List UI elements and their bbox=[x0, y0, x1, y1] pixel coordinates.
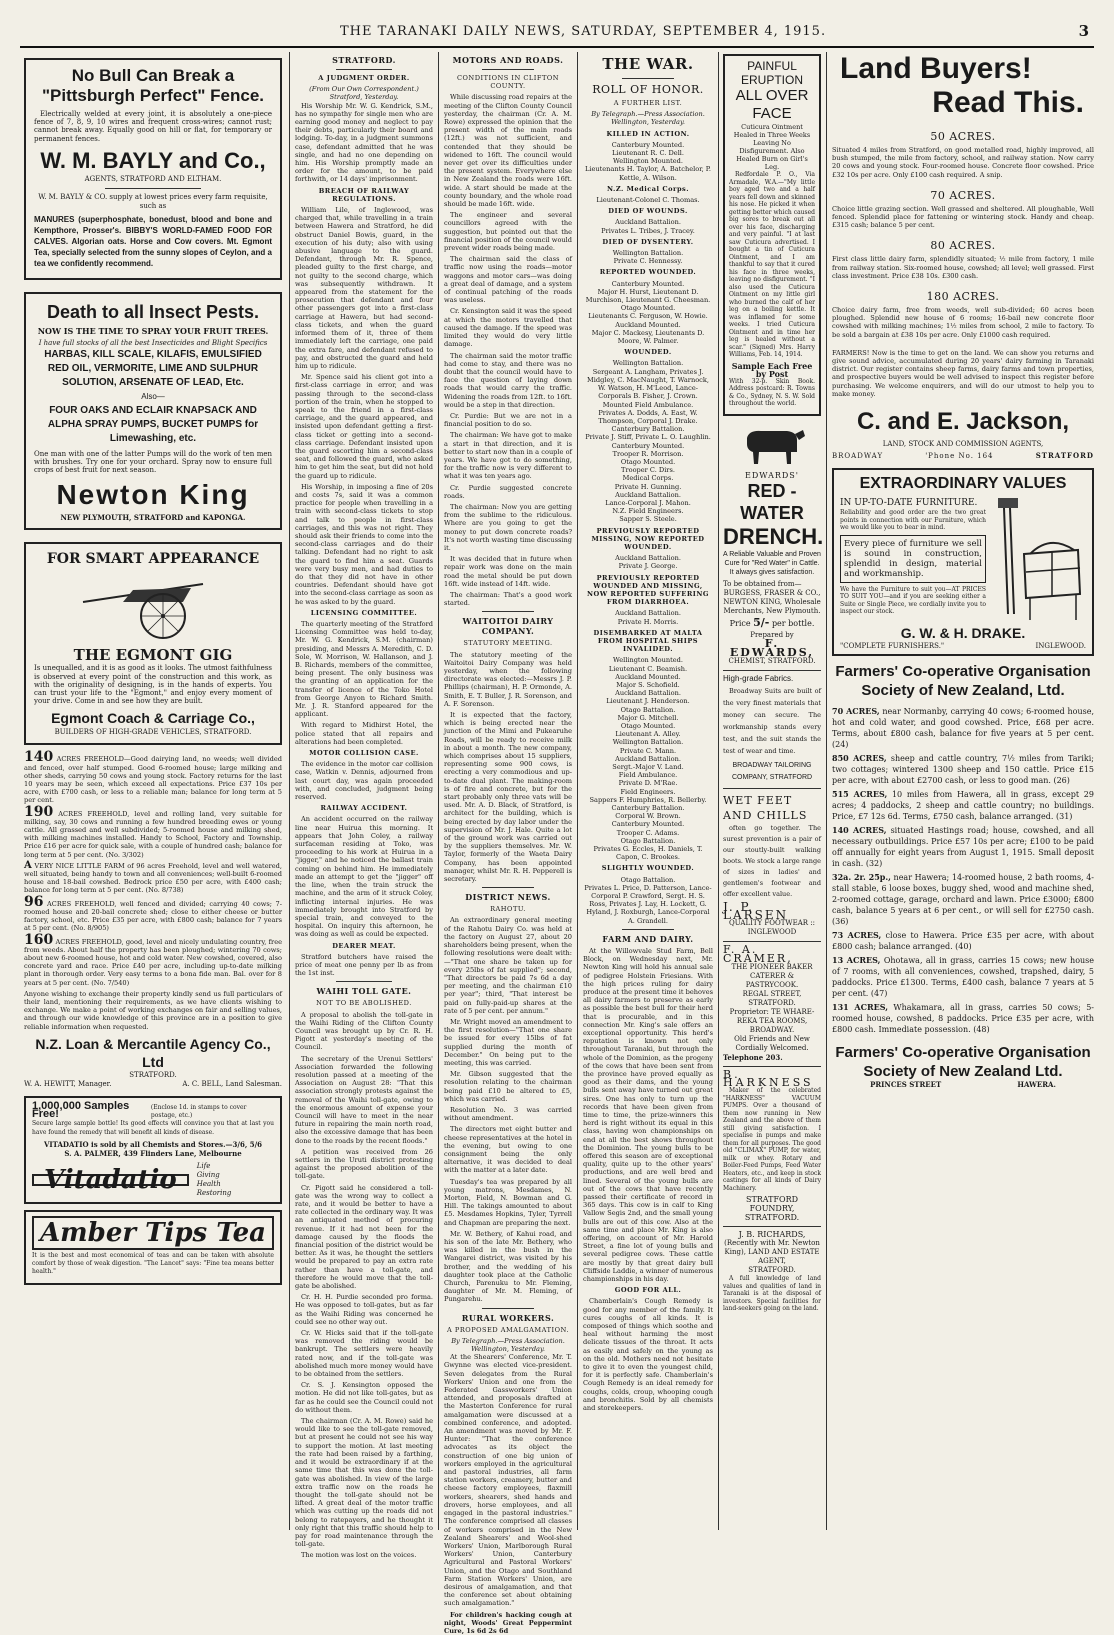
coop-headline-1: Farmers' Co-operative Organisation bbox=[835, 663, 1091, 681]
newton-king-towns: NEW PLYMOUTH, STRATFORD and KAPONGA. bbox=[60, 513, 246, 523]
drake-copy-2: We have the Furniture to suit you—AT PRICES TO SUIT YOU—and if you are seeking either a Suite or Single Piece, we cordially invite you to inspect our stock. bbox=[840, 585, 986, 616]
casualty-sections bbox=[583, 130, 713, 925]
pump-item: ALPHA SPRAY PUMPS, BUCKET PUMPS for bbox=[47, 418, 259, 430]
casualty-line: Major C. Mackesy, Lieutenants D. Moore, W. Palmer. bbox=[591, 328, 705, 346]
jackson-town: STRATFORD bbox=[1035, 451, 1094, 461]
coop-listing: 140 ACRES, situated Hastings road; house, cowshed, and all necessary outbuildings. Price £57 10s per acre; £100 to be paid off annually for eight years from August 1, 1915. Small deposit in cash. (32) bbox=[832, 825, 1094, 869]
farm-listing: 140 ACRES FREEHOLD—Good dairying land, no weeds; well divided and fenced, over half stumped. Good 6-roomed house; large milking and other sheds, carrying 50 cows and young stock. Factory returns for the last 10 years may be seen, which exceed all expectations. Price £37 10s per acre, with £700 cash, or less to a reliable man; balance for long term at 5 per cent. bbox=[24, 749, 282, 805]
coop-listing: 13 ACRES, Ohotawa, all in grass, carries 15 cows; new house of 7 rooms, with all conveniences, cowshed, trapshed, dairy, 5 paddocks. Price £1300. Terms, £400 cash, balance 7 years at 5 per cent. (47) bbox=[832, 955, 1094, 999]
article-paragraph: The quarterly meeting of the Stratford Licensing Committee was held to-day, Mr. W. G. Kendrick, S.M. (chairman) presiding, and Messrs A. Meredith, C. D. Sole, W. Morrison, W. Hallanson, and J. B. Richards, members of the committee, being present. The only business was the granting of an application for the transfer of licence of the Toko Hotel from George Anyon to Richard Smith. Mr. J. R. Stanford appeared for the applicant. bbox=[295, 620, 433, 719]
jackson-street: BROADWAY bbox=[832, 452, 884, 461]
gig-headline: FOR SMART APPEARANCE bbox=[46, 551, 260, 568]
read-this-headline: Read This. bbox=[932, 86, 1084, 119]
exchange-note: Anyone wishing to exchange their property kindly send us full particulars of their land, mentioning their requirements, as we have clients wishing to exchange. We make a point of working exchanges on fair and selling values, and through our wide knowledge of this province are in a position to give reliable information when requested. bbox=[24, 989, 282, 1031]
pump-item: FOUR OAKS AND ECLAIR KNAPSACK AND bbox=[49, 404, 257, 416]
drake-every: Every piece of furniture we sell is sound in construction, splendid in design, material and workmanship. bbox=[840, 535, 986, 583]
casualty-line: Canterbury Battalion. bbox=[611, 804, 685, 813]
article-paragraph: Mr. Gibson suggested that the resolution relating to the chairman being paid £10 be altered to £5, which was carried. bbox=[444, 1070, 572, 1103]
edwards-brand: EDWARDS' bbox=[745, 470, 799, 480]
article-title: LICENSING COMMITTEE. bbox=[310, 608, 418, 617]
article-subtitle: NOT TO BE ABOLISHED. bbox=[316, 999, 412, 1008]
article-paragraph: The engineer and several councillors agreed with the suggestion, but pointed out that the financial position of the council would prevent wider roads being made. bbox=[444, 211, 572, 253]
column-rule bbox=[289, 52, 290, 1530]
article-paragraph: An extraordinary general meeting of the Rahotu Dairy Co. was held at the factory on August 27, about 20 shareholders being present, when the following resolutions were dealt with:—"That one share be taken up for every 25lbs of fat supplied"; second, "That directors be paid 7s 6d a day per meeting, and the chairman £10 per year"; third, "That interest be paid on fully-paid-up shares at the rate of 5 per cent. per annum." bbox=[444, 916, 572, 1015]
article-paragraph: The chairman: That's a good work started. bbox=[444, 590, 572, 608]
column-4 bbox=[583, 52, 713, 1530]
casualty-line: Canterbury Mounted. bbox=[611, 820, 685, 829]
casualty-line: Lieutenant C. Beamish. bbox=[608, 664, 688, 673]
column-rule bbox=[718, 52, 719, 1530]
casualty-line: Trooper C. Adams. bbox=[616, 828, 680, 837]
casualty-line: Trooper C. Dirs. bbox=[621, 466, 675, 475]
coop-footer-2: Society of New Zealand Ltd. bbox=[863, 1063, 1063, 1081]
cuticura-sub: Cuticura Ointment Healed in Three Weeks Leaving No Disfigurement. Also Healed Burn on Girl's Leg. bbox=[733, 123, 811, 171]
masthead bbox=[20, 22, 1094, 48]
casualty-line: Corporal W. Brown. bbox=[615, 812, 681, 821]
vitadatio-samples: 1,000,000 Samples Free! bbox=[32, 1099, 130, 1121]
cramer-telephone: Telephone 203. bbox=[723, 1052, 783, 1062]
gig-illustration bbox=[63, 572, 243, 642]
article-paragraph: Stratford butchers have raised the price of meat one penny per lb as from the 1st inst. bbox=[295, 952, 433, 978]
article-paragraph: The evidence in the motor car collision case, Watkin v. Dennis, adjourned from last court day, was again proceeded with, and concluded, judgment being reserved. bbox=[295, 760, 433, 802]
casualty-line: Private J. Stiff, Private L. O. Laughlin. bbox=[585, 433, 711, 442]
casualty-line: Medical Corps. bbox=[622, 474, 674, 483]
egmont-firm: Egmont Coach & Carriage Co., bbox=[51, 710, 255, 727]
article-paragraph: A petition was received from 26 settlers in the Uruti district protesting against the proposed abolition of the toll-gate. bbox=[295, 1147, 433, 1181]
article-paragraph: The chairman said the class of traffic now using the roads—motor waggons and motor cars—was doing a great deal of damage, and a system of continual patching of the roads was useless. bbox=[444, 255, 572, 305]
coop-listing: 515 ACRES, 10 miles from Hawera, all in grass, except 29 acres; 4 paddocks, 2 sheep and cattle country; no buildings. Price, £7 12s 6d. Terms, £750 cash, balance arranged. (31) bbox=[832, 789, 1094, 822]
fence-headline: "Pittsburgh Perfect" Fence. bbox=[41, 86, 265, 105]
casualty-line: Auckland Mounted. bbox=[615, 320, 681, 329]
loan-town: STRATFORD. bbox=[129, 1070, 177, 1079]
amber-tips-tagline: It is the best and most economical of teas and can be taken with absolute comfort by those of weak digestion. "The Lancet" says: "Fine tea means better health." bbox=[32, 1251, 274, 1276]
article-byline: By Telegraph.—Press Association. Wellington, Yesterday. bbox=[591, 110, 705, 127]
egmont-gig-advert bbox=[24, 542, 282, 745]
gig-name: THE EGMONT GIG bbox=[73, 646, 233, 665]
casualty-line: Privates A. Dodds, A. East, W. Thompson, Corporal J. Drake. bbox=[598, 408, 698, 425]
cuticura-sample-copy: With 32-p. Skin Book. Address postcard: R. Towns & Co., Sydney, N. S. W. Sold throughout the world. bbox=[729, 377, 815, 408]
article-paragraph: At the Shearers' Conference, Mr. T. Gwynne was elected vice-president. Seven delegates from the Rural Workers' Union and one from the Federated Gassworkers' Union attended, and proposals drafted at the Masterton Conference for rural amalgamation were discussed at a combined conference, and adopted. An amendment was moved by Mr. F. Hunter: "That the conference advocates as its object the construction of one big union of workers employed in the agricultural and pastoral industries, all farm station workers, creamery, butter and cheese factory employees, flaxmill workers, shearers, shed hands and drovers, horse employees, and all engaged in the pastoral industries." The conference comprised all classes of workers comprised in the New Zealand Shearers' and Wool-shed Workers' Union, Marlborough Rural Workers' Union, Canterbury Agricultural and Pastoral Workers' Union, and the Otago and Southland Farm Station Workers' Union, are desirous of amalgamation, and that the conference set about obtaining such amalgamation." bbox=[444, 1353, 572, 1608]
article-paragraph: It was decided that in future when repair work was done on the main road the metal should be put down 16ft. wide instead of 14ft. wide. bbox=[444, 555, 572, 588]
article-paragraph: The statutory meeting of the Waitoitoi Dairy Company was held yesterday, when the following directorate was elected:—Messrs J. P. Phillips (chairman), H. P. Ormonde, A. Smith, E. T. Buller, J. R. Sorenson, and A. F. Sorenson. bbox=[444, 650, 572, 708]
listing-heading: 70 ACRES. bbox=[930, 188, 996, 202]
casualty-heading: KILLED IN ACTION. bbox=[606, 129, 690, 138]
casualty-line: Canterbury Mounted. bbox=[611, 140, 685, 149]
cramer-firm: F. A. CRAMER, bbox=[723, 943, 793, 965]
casualty-line: Privates L. Price, D. Patterson, Lance-Corporal P. Crawford, Sergt. H. S. Ross, Privates J. Lay, H. Lockett, G. Hyland, J. Roxburgh, Lance-Corporal A. Grandell. bbox=[584, 883, 712, 925]
casualty-line: Canterbury Mounted. bbox=[611, 441, 685, 450]
listing-heading: 180 ACRES. bbox=[926, 290, 1000, 304]
vitadatio-enclose: (Enclose 1d. in stamps to cover postage, etc.) bbox=[150, 1103, 247, 1120]
casualty-line: Otago Mounted. bbox=[620, 722, 676, 731]
drake-sub: IN UP-TO-DATE FURNITURE. bbox=[840, 498, 978, 509]
farm-listing: A VERY NICE LITTLE FARM of 96 acres Freehold, level and well watered, well situated, being handy to town and all conveniences; well-built 6-roomed house and 18-bail cowshed. Bedrock price £50 per acre, with £400 cash; balance for long term at 5 per cent. (No. 8/738) bbox=[24, 859, 282, 895]
loan-manager: W. A. HEWITT, Manager. bbox=[24, 1079, 112, 1088]
insect-stocks: I have full stocks of all the best Insecticides and Blight Specifics bbox=[38, 338, 268, 347]
drake-advert bbox=[832, 468, 1094, 656]
bayly-manures: MANURES (superphosphate, bonedust, blood and bone and Kempthore, Prosser's. BIBBY'S WORLD-FAMED FOOD FOR CALVES. Algorian oats. Horse and Cow covers. Mt. Egmont Tea, specially selected from the sunny slopes of Ceylon, and a tea we confidently recommend. bbox=[34, 214, 272, 268]
article-title: FARM AND DAIRY. bbox=[602, 933, 694, 944]
vitadatio-tagline: Life Giving Health Restoring bbox=[196, 1161, 232, 1197]
casualty-line: Wellington Mounted. bbox=[613, 157, 683, 166]
casualty-heading: PREVIOUSLY REPORTED WOUNDED AND MISSING, NOW REPORTED SUFFERING FROM DIARRHOEA. bbox=[586, 573, 710, 607]
casualty-heading: WOUNDED. bbox=[624, 348, 672, 357]
drake-footer bbox=[840, 642, 1086, 650]
column-rule bbox=[826, 52, 827, 1530]
insect-sub: NOW IS THE TIME TO SPRAY YOUR FRUIT TREES. bbox=[37, 325, 269, 336]
casualty-line: Wellington Battalion. bbox=[612, 249, 684, 258]
fabrics-copy: Broadway Suits are built of the very finest materials that money can secure. The workmanship stands every test, and the suit stands the test of wear and time. bbox=[723, 686, 821, 755]
peppermint-cure-note: For children's hacking cough at night, Woods' Great Peppermint Cure, 1s 6d 2s 6d bbox=[444, 1610, 572, 1635]
casualty-line: Lieutenants H. Taylor, A. Batchelor, P. Kettle, A. Wilson. bbox=[584, 165, 712, 182]
cuticura-sample: Sample Each Free by Post bbox=[731, 360, 813, 379]
vitadatio-copy: Secure large sample bottle! Its good effects will convince you that at last you have found the remedy that will benefit all kinds of disease. bbox=[32, 1120, 274, 1136]
insect-also: Also— bbox=[141, 391, 165, 401]
casualty-line: Auckland Mounted. bbox=[615, 672, 681, 681]
casualty-line: Lieutenant-Colonel C. Thomas. bbox=[596, 196, 700, 205]
bayly-agents: AGENTS, STRATFORD AND ELTHAM. bbox=[84, 174, 222, 183]
casualty-line: Privates L. Tribes, J. Tracey. bbox=[601, 226, 695, 235]
article-paragraph: While discussing road repairs at the meeting of the Clifton County Council yesterday, the chairman (Cr. A. M. Rowe) expressed the opinion that the present width of the main roads (12ft.) was not sufficient, and contended that they should be widened to 16ft. The council would never get over its difficulties under the present system. Everywhere else in New Zealand the roads were 16ft. wide. A start should be made at the county boundary, and the whole road should be made 16ft. wide. bbox=[444, 93, 572, 209]
article-paragraph: William Lile, of Inglewood, was charged that, while travelling in a train between Hawera and Stratford, he did obstruct Daniel Bowis, guard, in the execution of his duty; also with using abusive language to the guard. Defendant, through Mr. R. Spence, pleaded guilty to the first charge, and not guilty to the second charge, which was subsequently withdrawn. It appeared from the statement for the prosecution that defendant and four other passengers got into a first-class carriage at Hawera, but had second-class tickets, and when the guard informed them of it, three of them immediately left the carriage, one paid the extra fare, and defendant refused to pay, and obstructed the guard and held him up to ridicule. bbox=[295, 206, 433, 370]
jackson-phone: 'Phone No. 164 bbox=[925, 452, 994, 461]
article-paragraph: Cr. H. H. Purdie seconded pro forma. He was opposed to toll-gates, but as far as the Waihi Riding was concerned he could see no other way out. bbox=[295, 1293, 433, 1326]
coop-street: PRINCES STREET bbox=[870, 1080, 942, 1090]
article-paragraph: With regard to Midhirst Hotel, the police stated that all repairs and alterations had been completed. bbox=[295, 721, 433, 746]
drake-firm: G. W. & H. DRAKE. bbox=[900, 625, 1026, 642]
casualty-line: Major S. Schofield. bbox=[616, 681, 680, 689]
article-title: MOTORS AND ROADS. bbox=[452, 55, 564, 65]
drench-prepared: Prepared by bbox=[750, 631, 794, 640]
casualty-heading: SLIGHTLY WOUNDED. bbox=[601, 864, 695, 873]
article-paragraph: Cr. Purdie suggested concrete roads. bbox=[444, 483, 572, 500]
coop-listing: 70 ACRES, near Normanby, carrying 40 cows; 6-roomed house, hot and cold water, and good cowshed. Price, £68 per acre. Terms, about £800 cash, balance for five years at 5 per cent. (24) bbox=[832, 706, 1095, 750]
casualty-line: Otago Mounted. bbox=[620, 304, 676, 313]
drake-tagline: "COMPLETE FURNISHERS." bbox=[840, 642, 945, 651]
casualty-heading: DIED OF DYSENTERY. bbox=[602, 237, 694, 246]
article-byline: (From Our Own Correspondent.) Stratford, Yesterday. bbox=[309, 85, 419, 102]
price-value: 5/- bbox=[753, 616, 770, 630]
insect-items bbox=[34, 348, 272, 446]
casualty-line: Major H. Hurst, Lieutenant D. Murchison, Lieutenant G. Cheesman. bbox=[585, 287, 711, 305]
article-paragraph: Cr. Pigott said he considered a toll-gate was the wrong way to collect a rate, and it would be better to have a rate collected in the ordinary way. It was an antiquated method of procuring revenue. If it had not been for the damage caused by the floods the financial position of the district would be better. As it was, he thought the settlers would be prepared to pay an extra rate rather than have a toll-gate, and therefore he would move that the toll-gate be abolished. bbox=[295, 1183, 433, 1291]
vitadatio-advert bbox=[24, 1096, 282, 1204]
casualty-line: Private C. Mann. bbox=[619, 746, 677, 755]
article-paragraph: The chairman said the motor traffic had come to stay, and there was no doubt that the council would have to face the question of laying down roads that would carry the traffic. Widening the roads from 12ft. to 16ft. would be a step in that direction. bbox=[444, 351, 572, 409]
farm-listings bbox=[24, 749, 282, 1031]
drake-headline: EXTRAORDINARY VALUES bbox=[859, 475, 1067, 493]
article-subtitle: A PROPOSED AMALGAMATION. bbox=[447, 1325, 569, 1334]
article-paragraph: Cr. Kensington said it was the speed at which the motors travelled that caused the damage. If the speed was limited they would do very little damage. bbox=[444, 307, 572, 349]
drench-price bbox=[723, 616, 821, 630]
land-buyers-headline: Land Buyers! bbox=[840, 52, 1032, 85]
article-paragraph: His Worship Mr. W. G. Kendrick, S.M., has no sympathy for single men who are earning good money and neglect to pay their debts, particularly their board and lodging. To-day, in a judgment summons case, defendant admitted that he was single, and had no one depending on him. His Worship promptly made an order for the amount, to be paid forthwith, or 14 days' imprisonment. bbox=[295, 101, 433, 184]
casualty-line: Otago Battalion. bbox=[620, 875, 676, 884]
jackson-sub: LAND, STOCK AND COMMISSION AGENTS, bbox=[882, 440, 1044, 449]
casualty-line: Wellington Battalion. bbox=[612, 359, 684, 368]
bayly-advert bbox=[24, 58, 282, 280]
article-byline: By Telegraph.—Press Association. Wellington, Yesterday. bbox=[451, 1336, 565, 1354]
article-paragraph: Mr. Wright moved an amendment to the first resolution—"That one share be issued for every 15lbs of fat supplied during the month of December." On being put to the meeting, this was carried. bbox=[444, 1017, 572, 1067]
richards-copy: A full knowledge of land values and qualities of land in Taranaki is at the disposal of investors. Special facilities for land-seekers going on the land. bbox=[723, 1275, 821, 1313]
vitadatio-brand: Vitadatio bbox=[32, 1174, 189, 1186]
price-unit: per bottle. bbox=[771, 619, 815, 629]
article-paragraph: The chairman: Now you are getting from the sublime to the ridiculous. Where are you going to get the money to put down concrete roads? It's not worth wasting time discussing it. bbox=[444, 502, 572, 552]
roll-of-honor: ROLL OF HONOR. bbox=[592, 83, 704, 96]
column-5 bbox=[723, 52, 824, 1530]
listing-heading: 50 ACRES. bbox=[930, 130, 996, 143]
drench-headline-2: DRENCH. bbox=[723, 524, 824, 550]
casualty-heading: DIED OF WOUNDS. bbox=[608, 207, 688, 216]
article-paragraph: The chairman (Cr. A. M. Rowe) said he would like to see the toll-gate removed, but at present he could not see his way to support the motion. At last meeting the rate had been raised by a farthing, and it would be extraordinary if at the same time that this was done the toll-gate was abolished. In view of the large extra traffic now on the roads he thought the toll-gate should not be lifted. A great deal of the motor traffic which was cutting up the roads did not belong to ratepayers, and he thought it only right that this traffic should help to pay for road maintenance through the toll-gate. bbox=[295, 1417, 433, 1549]
coop-address bbox=[832, 1081, 1094, 1089]
casualty-line: Major G. Mitchell. bbox=[617, 713, 679, 722]
pump-item: Limewashing, etc. bbox=[109, 432, 197, 444]
casualty-line: Auckland Battalion. bbox=[615, 609, 681, 618]
column-2 bbox=[295, 52, 433, 1560]
casualty-line: Sapper S. Steele. bbox=[619, 515, 677, 524]
farm-listing: 96 ACRES FREEHOLD, well fenced and divided; carrying 40 cows; 7-roomed house and 20-bail concrete shed; close to either cheese or butter factory, school, etc. Price £35 per acre, with £800 cash; balance for 7 years at 5 per cent. (No. 8/905) bbox=[24, 893, 282, 933]
article-title: GOOD FOR ALL. bbox=[614, 1286, 682, 1295]
article-paragraph: Tuesday's tea was prepared by all young matrons, Mesdames, N. Morton, Field, N. Bowman and G. Hill. The takings amounted to about £5. Mesdames Hopkins, Tyler, Tyrrell and Chapman are preparing the next. bbox=[444, 1177, 572, 1227]
article-title: DEARER MEAT. bbox=[332, 941, 396, 950]
drench-stockists: BURGESS, FRASER & CO., NEWTON KING, Wholesale Merchants, New Plymouth. bbox=[723, 589, 821, 616]
casualty-line: Private C. Hennessy. bbox=[613, 257, 683, 266]
cramer-sub: THE PIONEER BAKER CATERER & PASTRYCOOK. bbox=[731, 962, 813, 989]
casualty-line: Otago Battalion. bbox=[620, 705, 676, 714]
casualty-line: Lieutenant J. Henderson. bbox=[606, 697, 690, 706]
bayly-firm: W. M. BAYLY and Co., bbox=[40, 147, 266, 173]
wet-feet-headline-2: AND CHILLS bbox=[723, 808, 808, 822]
amber-tips-advert bbox=[24, 1210, 282, 1286]
article-paragraph: Chamberlain's Cough Remedy is good for any member of the family. It cures coughs of all kinds. It is composed of things which soothe and heal without harming the most delicate tissues of the throat. It acts as easily and safely on the young as on the old. Mothers need not hesitate to give it to even the youngest child, for it is perfectly safe. Chamberlain's Cough Remedy is an ideal remedy for coughs, colds, croup, whooping cough and bronchitis. Sold by all chemists and storekeepers. bbox=[583, 1297, 713, 1413]
insect-item: SOLUTION, ARSENATE OF LEAD, Etc. bbox=[62, 376, 244, 388]
column-6 bbox=[832, 52, 1094, 1530]
article-title: WAITOITOI DAIRY COMPANY. bbox=[462, 616, 554, 637]
listing-copy: Situated 4 miles from Stratford, on good metalled road, highly improved, all bush stumped, the mile from factory, school, and railway station. Now carry 20 cows and young stock. Four-roomed house. Concrete floor cowshed. Price £32 10s per acre. Only £100 cash required. A snip. bbox=[832, 146, 1094, 179]
loan-salesman: A. C. BELL, Land Salesman. bbox=[182, 1079, 282, 1088]
article-title: RURAL WORKERS. bbox=[461, 1312, 555, 1323]
harkness-firm: B. HARKNESS bbox=[723, 1067, 814, 1089]
article-paragraph: An accident occurred on the railway line near Huirua this morning. It appears that John Coley, a railway surfaceman residing at Toko, was proceeding to his work at Huirua in a "jigger," and he noticed the ballast train coming on behind him. He immediately made an attempt to get the "jigger" off the line, when the train struck the machine, and the arm of it struck Coley, inflicting internal injuries. He was immediately brought into Stratford by special train, and conveyed to the hospital. On inquiry this afternoon, he was doing as well as could be expected. bbox=[295, 815, 433, 939]
casualty-line: Auckland Battalion. bbox=[615, 218, 681, 227]
coop-listing: 131 ACRES, Whakamara, all in grass, carries 50 cows; 5-roomed house, cowshed, 8 paddocks. Price £35 per acre, with £800 cash. Immediate possession. (48) bbox=[832, 1002, 1094, 1035]
article-paragraph: The chairman: We have got to make a start in that direction, and it is better to start now than in a couple of years. We have got to do something, for the traffic now is very different to what it was ten years ago. bbox=[444, 431, 572, 481]
article-paragraph: Resolution No. 3 was carried without amendment. bbox=[444, 1105, 572, 1123]
larsen-firm: J. P. LARSEN bbox=[723, 899, 789, 923]
jackson-advert bbox=[832, 52, 1094, 460]
casualty-line: Private H. Morris. bbox=[617, 617, 679, 626]
drench-sub: A Reliable Valuable and Proven Cure for "Red Water" in Cattle. It always gives satisfaction. bbox=[723, 551, 821, 577]
article-paragraph: Cr. S. J. Kensington opposed the motion. He did not like toll-gates, but as far as he could see the Council could not do without them. bbox=[295, 1381, 433, 1414]
richards-firm: J. B. RICHARDS, bbox=[738, 1230, 806, 1240]
fabrics-headline: High-grade Fabrics. bbox=[723, 673, 794, 683]
article-subtitle: CONDITIONS IN CLIFTON COUNTY. bbox=[456, 74, 560, 91]
richards-town: STRATFORD. bbox=[748, 1266, 796, 1275]
article-title: RAILWAY ACCIDENT. bbox=[320, 804, 408, 813]
column-1 bbox=[24, 52, 282, 1530]
armchair-illustration bbox=[990, 494, 1086, 624]
edwards-address: CHEMIST, STRATFORD. bbox=[728, 656, 816, 665]
farmers-notice: FARMERS! Now is the time to get on the land. We can show you returns and give sound advice, accumulated during 20 years' dairy farming in Taranaki district. Our register contains sheep farms, dairy farms and town properties, and prospective buyers would be well advised to inspect this register before purchasing. We welcome enquirers, and will do our utmost to help you to make money. bbox=[832, 348, 1094, 398]
fence-copy: Electrically welded at every joint, it is absolutely a one-piece fence of 7, 8, 9, 10 wires and frequent cross-wires; cannot rust; cannot break away. Equally good on hill or flat, for temporary or permanent fences. bbox=[34, 110, 272, 143]
cramer-proprietor: Proprietor: TE WHARE-REKA TEA ROOMS, BROADWAY. bbox=[729, 1007, 815, 1034]
bull-headline: No Bull Can Break a bbox=[71, 66, 235, 85]
article-title: A JUDGMENT ORDER. bbox=[318, 74, 410, 82]
casualty-line: Lieutenant A. Alley. bbox=[615, 730, 681, 739]
loan-staff bbox=[24, 1080, 282, 1088]
casualty-line: Sappers F. Humphries, R. Bellerby. bbox=[589, 795, 707, 804]
casualty-line: Trooper R. Morrison. bbox=[612, 449, 684, 458]
article-paragraph: Cr. Purdie: But we are not in a financial position to do so. bbox=[444, 411, 572, 429]
masthead-title: THE TARANAKI DAILY NEWS, SATURDAY, SEPTEMBER 4, 1915. bbox=[340, 24, 827, 39]
casualty-line: Lieutenant R. C. Dell. bbox=[611, 149, 685, 158]
casualty-heading: N.Z. Medical Corps. bbox=[606, 184, 690, 193]
casualty-line: Otago Mounted. bbox=[620, 457, 676, 466]
insect-headline: Death to all Insect Pests. bbox=[46, 301, 260, 322]
coop-town: HAWERA. bbox=[1017, 1080, 1056, 1090]
casualty-line: Field Ambulance. bbox=[618, 771, 678, 780]
cramer-street: REGAL STREET, STRATFORD. bbox=[742, 989, 802, 1007]
casualty-heading: PREVIOUSLY REPORTED MISSING, NOW REPORTED WOUNDED. bbox=[591, 526, 705, 551]
casualty-line: Auckland Battalion. bbox=[615, 490, 681, 499]
vitadatio-sold: VITADATIO is sold by all Chemists and Stores.—3/6, 5/6 bbox=[43, 1139, 263, 1149]
egmont-builders: BUILDERS OF HIGH-GRADE VEHICLES, STRATFORD. bbox=[54, 728, 252, 737]
drench-obtain: To be obtained from— bbox=[723, 580, 802, 589]
coop-advert bbox=[832, 662, 1094, 1089]
listing-copy: First class little dairy farm, splendidly situated; ½ mile from factory, 1 mile from railway station. Six-roomed house, cowshed; all level; well grassed. First class investment. Price £38 10s. £300 cash. bbox=[832, 255, 1094, 280]
drake-copy: Reliability and good order are the two great points in connection with our Furniture, which we would like you to bear in mind. bbox=[840, 509, 986, 532]
price-label: Price bbox=[729, 619, 751, 629]
casualty-line: Lieutenants C. Ferguson, W. Howie. bbox=[588, 312, 708, 321]
casualty-line: Auckland Battalion. bbox=[615, 689, 681, 698]
casualty-line: Auckland Battalion. bbox=[615, 754, 681, 763]
cuticura-headline-1: PAINFUL ERUPTION bbox=[740, 59, 803, 87]
farm-listing: 190 ACRES FREEHOLD, level and rolling land, very suitable for milking, say, 30 cows and running a few hundred breeding ewes or young cattle. All grassed and well subdivided; 5-roomed house and milking shed, with milking machines installed. Handy to School, Factory and Township. Price £16 per acre for quick sale, with a couple of hundred cash; balance for long term at 5 per cent. (No. 3/302) bbox=[24, 803, 282, 859]
casualty-line: Private H. Gunning. bbox=[614, 482, 682, 491]
coop-listing: 850 ACRES, sheep and cattle country, 7½ miles from Tariki; two cottages; wintered 1300 sheep and 150 cattle. Price £15 per acre, with about £2700 cash, or less to good man. (26) bbox=[832, 753, 1094, 786]
article-title: DISTRICT NEWS. bbox=[465, 892, 551, 903]
casualty-line: Private J. George. bbox=[618, 562, 678, 571]
article-paragraph: The secretary of the Urenui Settlers' Association forwarded the following resolution passed at a meeting of the Association on August 28: "That this association strongly protests against the removal of the Waihi toll-gate, owing to the enormous amount of expense your Council will have to meet in the near future in repairing the main north road, also the excessive damage that has been done to the roads by the recent floods." bbox=[295, 1054, 433, 1145]
coop-listing: 73 ACRES, close to Hawera. Price £35 per acre, with about £800 cash; balance arranged. (40) bbox=[832, 930, 1095, 952]
insect-item: HARBAS, KILL SCALE, KILAFIS, EMULSIFIED bbox=[44, 348, 262, 360]
casualty-heading: DISEMBARKED AT MALTA FROM HOSPITAL SHIPS INVALIDED. bbox=[593, 628, 703, 654]
edwards-firm: F. EDWARDS, bbox=[729, 637, 815, 659]
article-subtitle: RAHOTU. bbox=[490, 905, 526, 914]
article-title: BREACH OF RAILWAY REGULATIONS. bbox=[318, 186, 410, 203]
drench-headline-1: RED - WATER bbox=[740, 481, 804, 524]
column-3 bbox=[444, 52, 572, 1635]
casualty-line: Privates G. Eccles, H. Daniels, T. Capon, C. Brookes. bbox=[593, 845, 703, 862]
casualty-line: Wellington Battalion. bbox=[612, 738, 684, 747]
article-subtitle: A FURTHER LIST. bbox=[613, 99, 683, 107]
vitadatio-address: S. A. PALMER, 439 Flinders Lane, Melbourne bbox=[64, 1148, 242, 1158]
casualty-line: N.Z. Field Engineers. bbox=[612, 507, 684, 516]
harkness-foundry: STRATFORD FOUNDRY, STRATFORD. bbox=[744, 1195, 800, 1223]
jackson-address bbox=[832, 452, 1094, 460]
casualty-heading: REPORTED WOUNDED. bbox=[599, 268, 697, 277]
article-paragraph: It is expected that the factory, which is being erected near the junction of the Mimi and Pukearuhe Roads, will be ready to receive milk in about a month. The new company, which comprises about 15 suppliers, representing some 900 cows, is erecting a very commodious and up-to-date dual plant. The making-room is of fire and concrete, but for the start probably only three vats will be used. Mr. A. D. Black, of Stratford, is architect for the building, which is being erected by day labor under the supervision of Mr. J. Hale. Quite a lot of the ground work was carried out by the suppliers themselves. Mr. W. Taylor, formerly of the Waeta Dairy Company, has been appointed manager, whilst Mr. R. H. Pepperell is secretary. bbox=[444, 711, 572, 884]
war-headline: THE WAR. bbox=[602, 55, 694, 73]
column-rule bbox=[438, 52, 439, 1530]
column-rule bbox=[577, 52, 578, 1530]
gig-copy: Is unequalled, and it is as good as it looks. The utmost faithfulness is observed at every point of the construction and this work, as with the originality of designing, is in the hands of experts. You can trust your life to the "Egmont," and enjoy every moment of your drive. Come in and see how they are built. bbox=[34, 664, 272, 706]
listing-copy: Choice little grazing section. Well grassed and sheltered. All ploughable, Well fenced. Splendid place for fattening or wintering stock. Handy and cheap. £315 cash; balance 5 per cent. bbox=[832, 204, 1094, 230]
casualty-line: Mounted Field Ambulance. bbox=[602, 400, 694, 409]
larsen-sub: QUALITY FOOTWEAR :: INGLEWOOD bbox=[729, 919, 815, 937]
casualty-line: Lance-Corporal J. Mahon. bbox=[605, 498, 691, 507]
casualty-line: Sergeant A. Langham, Privates J. Midgley, C. MacNaught, T. Warnock, W. Watson, H. M'Leod, Lance-Corporals B. Fisher, J. Crown. bbox=[587, 367, 709, 401]
section-title: STRATFORD. bbox=[332, 55, 396, 65]
casualty-line: Sergt.-Major V. Land. bbox=[612, 763, 684, 772]
jackson-firm: C. and E. Jackson, bbox=[856, 408, 1070, 436]
cuticura-advert bbox=[723, 54, 821, 416]
article-paragraph: Cr. W. Hicks said that if the toll-gate was removed the riding would be bankrupt. The settlers were heavily rated now, and if the toll-gate was abolished much more money would have to be obtained from the settlers. bbox=[295, 1329, 433, 1379]
casualty-line: Field Engineers. bbox=[620, 787, 676, 796]
cuticura-copy: Redfordale P. O., Via Armadale, W.A.—"My little boy aged two and a half years fell down and skinned his nose. He picked it when getting better which caused big sores to break out all over his face, discharging and very painful. "I at last saw Cuticura advertised. I bought a tin of Cuticura Ointment, and I am thankful to say that it cured his face in three weeks, leaving no disfigurement. "I also used the Cuticura Ointment on my little girl who burned the calf of her leg on a boiling kettle. It was inflamed for some weeks. I tried Cuticura Ointment and in time her leg is healed without a scar." (Signed) Mrs. Harry Williams, Feb. 14, 1914. bbox=[729, 171, 815, 358]
newton-king-advert bbox=[24, 292, 282, 531]
article-paragraph: Mr. Spence said his client got into a first-class carriage in error, and was passing through to the second-class portion of the train, when he stopped to speak to the friend in a first-class carriage, and the guard appeared, and insisted upon defendant getting a first-class ticket or getting into a second-class carriage. Defendant insisted upon the guard escorting him a second-class seat, and followed the guard, who asked him to get him the seat, but did not hold the guard up to ridicule. bbox=[295, 373, 433, 480]
insect-note: One man with one of the latter Pumps will do the work of ten men with brushes. Try one for your orchard. Spray now to ensure full crops of best fruit for next season. bbox=[34, 449, 272, 475]
listing-copy: Choice dairy farm, free from weeds, well sub-divided; 60 acres been ploughed. Splendid new house of 6 rooms; 16-bail new concrete floor cowshed with milking machines; 1½ miles from school, 2 mile to factory. To be sold a bargain at £38 10s per acre. Only £1000 cash required. bbox=[832, 306, 1094, 339]
casualty-line: Wellington Mounted. bbox=[613, 656, 683, 665]
cow-illustration bbox=[737, 422, 807, 468]
newton-king-firm: Newton King bbox=[56, 479, 250, 511]
casualty-line: Private D. M'Rae. bbox=[618, 779, 678, 788]
article-paragraph: The directors met eight butter and cheese representatives at the hotel in the evening, but owing to one consignment being the only alternative, it was decided to deal with the matter at a later date. bbox=[444, 1125, 572, 1175]
article-paragraph: The motion was lost on the voices. bbox=[301, 1551, 417, 1560]
bayly-supply: W. M. BAYLY & CO. supply at lowest prices every farm requisite, such as bbox=[38, 192, 268, 210]
cramer-welcome: Old Friends and New Cordially Welcomed. bbox=[734, 1034, 810, 1052]
article-paragraph: A proposal to abolish the toll-gate in the Waihi Riding of the Clifton County Council was brought up by Cr. R. H. Pigott at yesterday's meeting of the Council. bbox=[295, 1010, 433, 1052]
farm-listing: 160 ACRES FREEHOLD, good, level and nicely undulating country, free from weeds. About half the property has been ploughed; wintering 70 cows; about new 6-roomed house, hot and cold water. New cowshed, covered, also concrete yard and race. Price £40 per acre, including up-to-date milking plant in thorough order. Very easy terms to a bona fide man. Bal. over for 8 years at 5 per cent. (No. 7/540) bbox=[24, 931, 282, 987]
wet-feet-copy: often go together. The surest prevention is a pair of our stoutly-built walking boots. We stock a large range of sizes in ladies' and gentlemen's footwear and offer excellent value. bbox=[723, 823, 821, 898]
casualty-line: Canterbury Mounted. bbox=[611, 279, 685, 288]
casualty-line: Canterbury Battalion. bbox=[611, 425, 685, 434]
coop-footer-1: Farmers' Co-operative Organisation bbox=[835, 1044, 1091, 1062]
richards-sub: (Recently with Mr. Newton King), LAND AND ESTATE AGENT, bbox=[724, 1239, 820, 1266]
coop-headline-2: Society of New Zealand, Ltd. bbox=[861, 682, 1065, 700]
wet-feet-headline-1: WET FEET bbox=[723, 793, 793, 807]
article-title: MOTOR COLLISION CASE. bbox=[309, 749, 419, 758]
broadway-tailoring: BROADWAY TAILORING COMPANY, STRATFORD bbox=[731, 761, 813, 781]
page-number: 3 bbox=[1078, 22, 1090, 40]
article-paragraph: At the Willowvale Stud Farm, Bell Block, on Wednesday next, Mr. Newton King will hold his annual sale of pedigree Holstein Friesians. With the high prices ruling for dairy produce at the present time it behoves all dairy farmers to preserve as early as possible the best bull for their herd that is procurable, and in this connection Mr. King's sale offers an exceptional opportunity. This herd's reputation is known not only throughout Taranaki, but through the whole of the Dominion, as the progeny of the cows that have been sent from the province have proved equally as good as their dams, and the young bulls sent away have turned out great sires. One has only to turn up the records that have been given from time to time, the prize-winners this herd is right without its equal in this class, having won championships on end at all the best shows throughout the Dominion. The young bulls to be offered this season are of exceptional quality, quite up to the other years' productions, and are well bred and lined. Several of the young bulls are out of the cows that have recently passed their certificate of record in 365 days. This cow is in calf to King Vallow Segis 2nd, and the small young bulls are out of this cow. Also at the same time and place Mr. King is also offering, on account of Mr. Harold Street, a fine lot of young bulls and several pedigree cows. These cattle are mostly by that great dairy bull Cliffside Laddie, a winner of numerous championships in his day. bbox=[583, 946, 713, 1284]
article-paragraph: His Worship, in imposing a fine of 20s and costs 7s, said it was a common practice for people when travelling in a train with second-class tickets to stop and talk to people in first-class carriages, and this was not right. They should ask their friends to come into the second-class carriages and do their talking. Defendant had no right to ask the guard to find him a seat. Guards were very busy men, and had duties to do that they did not have in other countries. Defendant should have got into the second-class carriage as soon as he was asked to by the guard. bbox=[295, 482, 433, 606]
amber-tips-brand: Amber Tips Tea bbox=[32, 1216, 274, 1250]
harkness-copy: Maker of the celebrated "HARKNESS" VACUUM PUMPS. Over a thousand of them now running in New Zealand and the above of them still giving satisfaction. I specialise in pumps and make them for all purposes. The good old "CLIMAX" PUMP, for water, milk or whey. Rotary and Boiler-Feed Pumps, Feed Water Heaters, etc., and keep in stock castings for all kinds of Dairy Machinery. bbox=[723, 1087, 821, 1192]
casualty-line: Auckland Battalion. bbox=[615, 554, 681, 563]
casualty-line: Otago Battalion. bbox=[620, 836, 676, 845]
article-subtitle: STATUTORY MEETING. bbox=[463, 639, 553, 648]
loan-firm: N.Z. Loan & Mercantile Agency Co., Ltd bbox=[35, 1035, 271, 1070]
insect-item: RED OIL, VERMORITE, LIME AND SULPHUR bbox=[47, 362, 259, 374]
cuticura-headline-2: ALL OVER FACE bbox=[735, 87, 809, 122]
article-paragraph: Mr. W. Bethery, of Kahui road, and his son of the late Mr. Bethery, who was killed in the bush in the Wangarei district, was visited by his brother, and the wedding of his daughter took place at the Catholic Church, Parenuku to Mr. Fleming, daughter of Mr. M. Fleming, of Pungarehu. bbox=[444, 1229, 572, 1304]
listing-heading: 80 ACRES. bbox=[930, 239, 996, 253]
drake-town: INGLEWOOD. bbox=[1035, 642, 1086, 651]
coop-listing: 32a. 2r. 25p., near Hawera; 14-roomed house, 2 bath rooms, 4-stall stable, 6 loose boxes, buggy shed, wood and machine shed, 2-roomed cottage, garage, orchard and lawn. Price £3000; £800 cash, balance 5 years at 6 per cent., or will sell for £2750 cash. (36) bbox=[832, 872, 1094, 927]
article-title: WAIHI TOLL GATE. bbox=[316, 986, 412, 997]
